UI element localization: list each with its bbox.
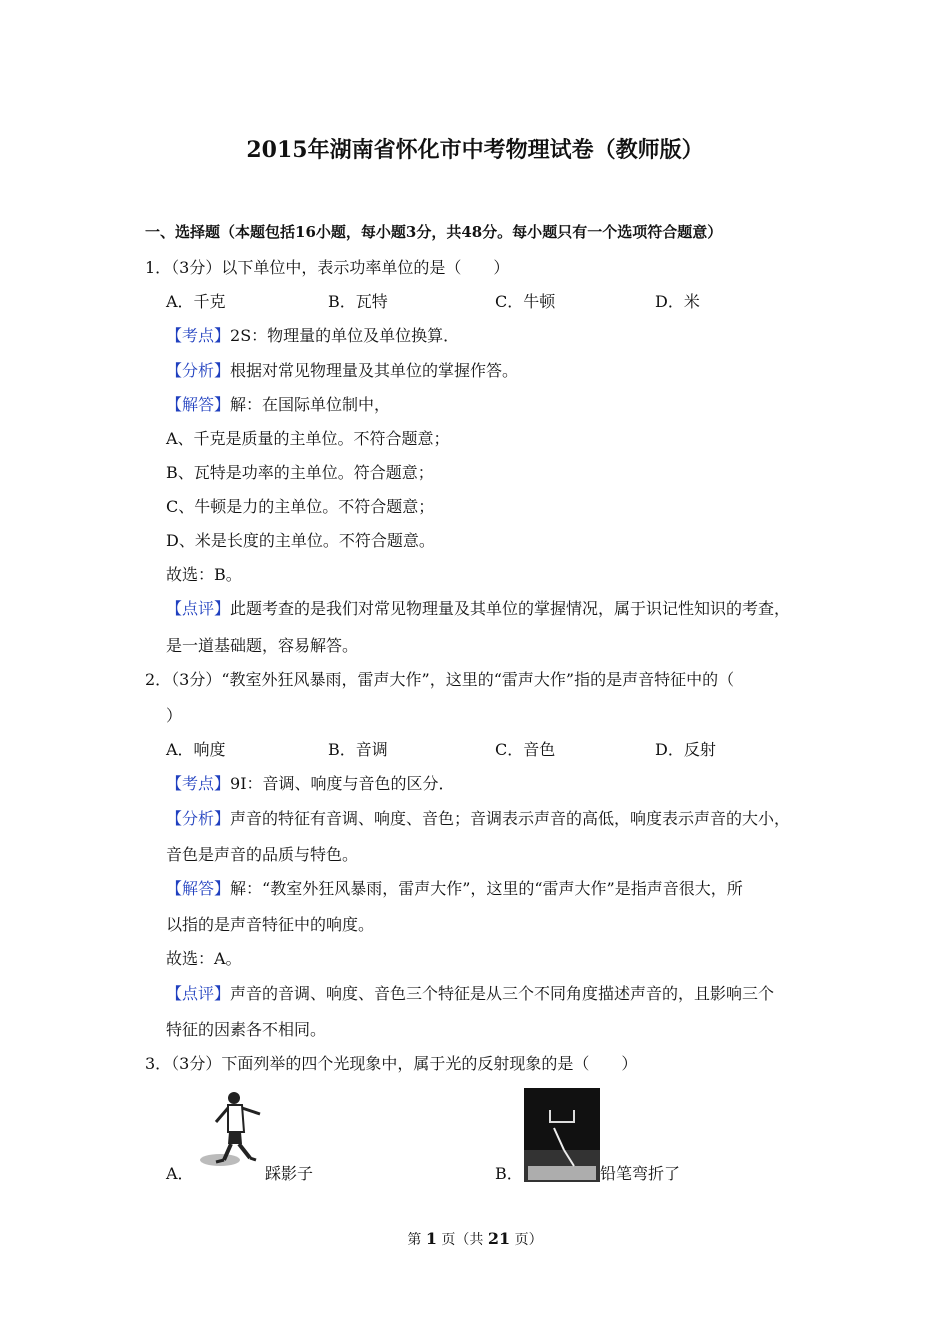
q1-answer: 故选：B。 (166, 565, 242, 584)
q2-fenxi (166, 809, 790, 829)
kaodian-text: 9I：音调、响度与音色的区分． (230, 774, 455, 793)
q2-option-d: D．反射 (655, 740, 716, 759)
q1-option-a: A．千克 (166, 292, 226, 311)
footer-pre: 第 (407, 1232, 426, 1248)
q2-option-c: C．音色 (495, 740, 556, 759)
fenxi-tag: 【分析】 (166, 809, 231, 828)
q1-stem: 1．（3分）以下单位中，表示功率单位的是（ ） (145, 258, 510, 277)
q2-jieda (166, 879, 743, 899)
jieda-tag: 【解答】 (166, 879, 231, 898)
dianping-text: 声音的音调、响度、音色三个特征是从三个不同角度描述声音的，且影响三个 (230, 984, 775, 1003)
jieda-tag: 【解答】 (166, 395, 231, 414)
q2-option-b: B．音调 (328, 740, 388, 759)
q2-stem: 2．（3分）“教室外狂风暴雨，雷声大作”，这里的“雷声大作”指的是声音特征中的（ (145, 670, 735, 689)
dianping-text: 此题考查的是我们对常见物理量及其单位的掌握情况，属于识记性知识的考查， (230, 599, 791, 618)
q3-option-b-letter: B． (495, 1164, 523, 1183)
q3-option-a-text: 踩影子 (265, 1164, 314, 1183)
q3-option-a-letter: A． (166, 1164, 194, 1183)
jieda-text: 解：“教室外狂风暴雨，雷声大作”，这里的“雷声大作”是指声音很大，所 (230, 879, 743, 898)
q1-dianping (166, 599, 790, 619)
q3-option-b-text: 铅笔弯折了 (600, 1164, 681, 1183)
q1-option-d: D．米 (655, 292, 700, 311)
q2-option-a: A．响度 (166, 740, 226, 759)
q2-dianping (166, 984, 774, 1004)
q1-fenxi (166, 361, 518, 381)
q2-stem-cont: ） (166, 706, 183, 725)
fenxi-text: 根据对常见物理量及其单位的掌握作答。 (230, 361, 519, 380)
page-total: 21 (487, 1229, 511, 1248)
page-footer (0, 1229, 950, 1250)
q1-line-c: C、牛顿是力的主单位。不符合题意； (166, 497, 435, 516)
q2-jieda-cont: 以指的是声音特征中的响度。 (166, 915, 375, 934)
dianping-tag: 【点评】 (166, 984, 231, 1003)
q1-option-b: B．瓦特 (328, 292, 388, 311)
kaodian-text: 2S：物理量的单位及单位换算． (230, 326, 460, 345)
q1-line-d: D、米是长度的主单位。不符合题意。 (166, 531, 435, 550)
dianping-tag: 【点评】 (166, 599, 231, 618)
q2-kaodian (166, 774, 455, 794)
kaodian-tag: 【考点】 (166, 326, 231, 345)
kaodian-tag: 【考点】 (166, 774, 231, 793)
page-title: 2015年湖南省怀化市中考物理试卷（教师版） (246, 137, 704, 163)
jieda-text: 解：在国际单位制中， (230, 395, 391, 414)
q3-stem: 3．（3分）下面列举的四个光现象中，属于光的反射现象的是（ ） (145, 1054, 638, 1073)
q2-answer: 故选：A。 (166, 949, 242, 968)
fenxi-tag: 【分析】 (166, 361, 231, 380)
footer-post: 页） (510, 1232, 543, 1248)
q1-kaodian (166, 326, 459, 346)
q1-line-b: B、瓦特是功率的主单位。符合题意； (166, 463, 434, 482)
q1-jieda (166, 395, 390, 415)
footer-mid: 页（共 (436, 1232, 488, 1248)
q2-fenxi-cont: 音色是声音的品质与特色。 (166, 845, 359, 864)
fenxi-text: 声音的特征有音调、响度、音色；音调表示声音的高低，响度表示声音的大小， (230, 809, 791, 828)
q1-option-c: C．牛顿 (495, 292, 556, 311)
section-heading: 一、选择题（本题包括16小题，每小题3分，共48分。每小题只有一个选项符合题意） (145, 223, 723, 241)
q2-dianping-cont: 特征的因素各不相同。 (166, 1020, 327, 1039)
shadow-stepping-image (198, 1088, 270, 1180)
q1-dianping-cont: 是一道基础题，容易解答。 (166, 636, 359, 655)
page-number: 1 (425, 1229, 437, 1248)
q1-line-a: A、千克是质量的主单位。不符合题意； (166, 429, 450, 448)
bent-pencil-image (524, 1088, 600, 1182)
